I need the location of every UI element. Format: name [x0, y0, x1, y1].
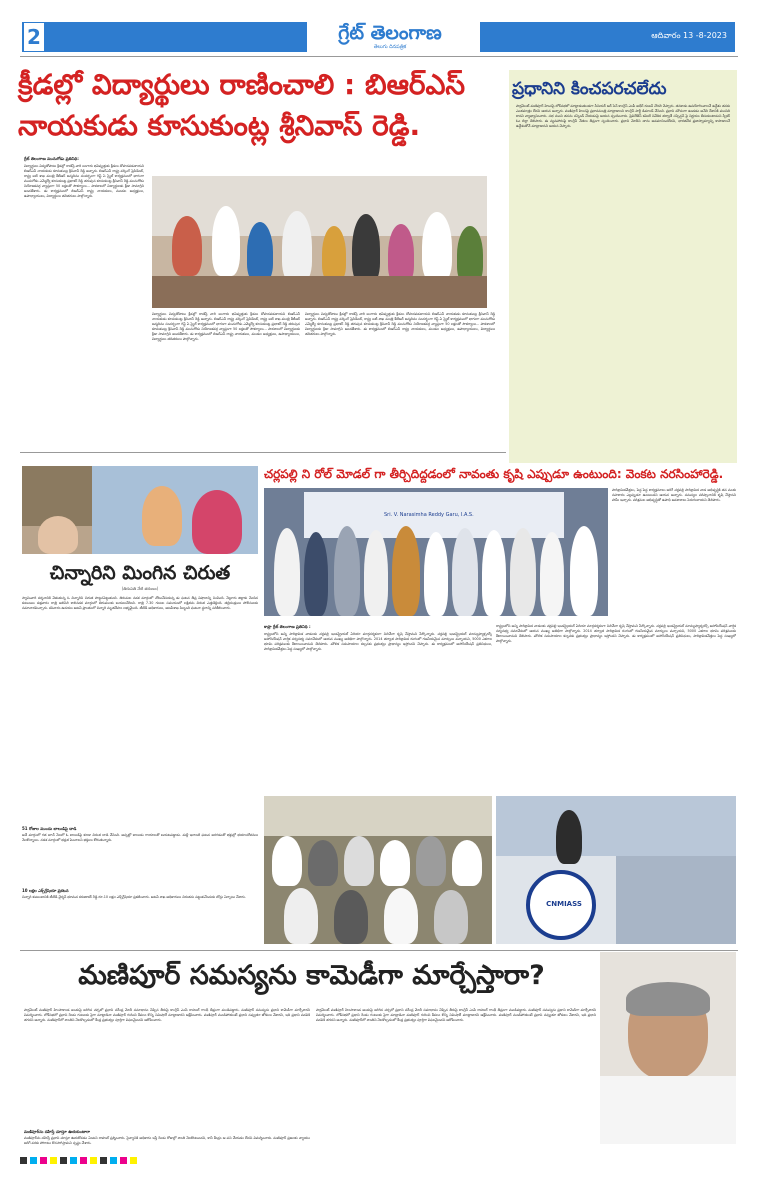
leopard-subhead-2: 10 లక్షల ఎక్స్‌గ్రేషియా ప్రకటన: [22, 888, 69, 893]
manipur-body: పార్లమెంట్ మణిపూర్ హింసాకాండ అంశంపై జరిగిన చర్చలో ప్రధాని నరేంద్ర మోదీ సమాధానం చెప్పిన తీరుపై కాంగ్రెస్ ఎంపీ రాహుల్ గాంధీ తీవ్రంగా మండిపడ్డారు. మణిపూర్ సమస్యను ప్రధాని కామెడీగా మార్చేశారని విమర్శించారు. లోక్‌సభలో ప్రధాని రెండు గంటలకు పైగా మాట్లాడినా మణిపూర్ గురించి కేవలం కొన్ని నిమిషాలే మాట్లాడారని ఆక్షేపించారు. మణిపూర్ మండిపోతుంటే ప్రధాని నవ్వుతూ జోకులు వేశారని, ఇది ప్రధాని పదవికి తగదని అన్నారు. మణిపూర్‌లో శాంతిని నెలకొల్పడంలో కేంద్ర ప్రభుత్వం పూర్తిగా విఫలమైందని ఆరోపించారు.: [24, 1008, 310, 1022]
venkat-banner-text: Sri. V. Narasimha Reddy Garu, I.A.S.: [384, 512, 474, 518]
rahul-gandhi-photo: [600, 952, 736, 1144]
registration-swatch: [100, 1157, 107, 1164]
sports-body-col2: విద్యార్థులు విద్యతోపాటు క్రీడల్లో రాణిస్తే వారి బంగారు భవిష్యత్తుకు క్రీడలు దోహదపడతాయని బిఆర్ఎస్ నాయకుడు కూసుకుంట్ల శ్రీనివాస్ రెడ్డి అన్నారు. బిఆర్ఎస్ రాష్ట్ర వర్కింగ్ ప్రెసిడెంట్, రాష్ట్ర ఐటీ శాఖ మంత్రి కేటీఆర్ జన్మదినం సందర్భంగా గిఫ్ట్ ఏ స్మైల్ కార్యక్రమంలో భాగంగా మునుగోడు ఎమ్మెల్యే కూసుకుంట్ల ప్రభాకర్ రెడ్డి తరుపున కూసుకుంట్ల శ్రీనివాస్ రెడ్డి మునుగోడు నియోజకవర్గ వ్యాప్తంగా 50 లక్షలతో సౌకర్యాలు... పాఠశాలలో విద్యార్థులకు క్రీడా సామాగ్రిని అందజేశారు. ఈ కార్యక్రమంలో బిఆర్ఎస్ రాష్ట్ర నాయకులు, మండల అధ్యక్షులు, ఉపాధ్యాయులు, విద్యార్థులు తదితరులు పాల్గొన్నారు.: [152, 312, 300, 341]
registration-swatch: [60, 1157, 67, 1164]
leopard-headline: చిన్నారిని మింగిన చిరుత: [49, 562, 231, 584]
venkat-headline: చర్లపల్లి ని రోల్ మోడల్ గా తీర్చిదిద్దడంలో నావంతు కృషి ఎప్పుడూ ఉంటుంది: వెంకట నరసింహారెడ్డి.: [264, 467, 724, 481]
leopard-sub2-body: చిన్నారి కుటుంబానికి టీటీడీ చైర్మన్ భూమన కరుణాకర్ రెడ్డి రూ.10 లక్షల ఎక్స్‌గ్రేషియా ప్రకటించారు. అటవీ శాఖ అధికారులు చిరుతను పట్టుకునేందుకు బోన్లు ఏర్పాటు చేశారు.: [22, 895, 246, 899]
issue-date: ఆదివారం 13 -8-2023: [651, 31, 727, 40]
leopard-sub1-body: అదే మార్గంలో గత జూన్ నెలలో ఓ బాలుడిపై కూడా చిరుత దాడి చేసింది. అప్పట్లో బాలుడు గాయాలతో బయటపడ్డాడు. మళ్లీ ఇలాంటి ఘటన జరగడంతో భక్తుల్లో భయాందోళనలు నెలకొన్నాయి. నడక మార్గంలో భద్రత పెంచాలని భక్తులు కోరుతున్నారు.: [22, 833, 258, 842]
registration-swatch: [130, 1157, 137, 1164]
masthead: [310, 22, 470, 52]
registration-swatch: [50, 1157, 57, 1164]
pm-body: పార్లమెంట్ మణిపూర్ హింసపై లోక్‌సభలో మాట్లాడుతుండగా సీనియర్ ఆర్ సెన్ కాంగ్రెస్ ఎంపీ అధీర్ రంజన్ చౌదరి చెప్పారు. తనకాడు ఉపయోగించాలనే ఉద్దేశం తనకు ఎంతమాత్రం లేదని ఆయన అన్నారు. మణిపూర్ హింసపై ప్రధానమంత్రి మాట్లాడాలని కాంగ్రెస్ పార్టీ డిమాండ్ చేసింది. ప్రధాని మౌనంగా ఉండడం అనేది దేశానికి మంచిది కాదని వ్యాఖ్యానించారు. సభ నుంచి తనను సస్పెండ్ చేయడంపై ఆయన స్పందించారు. ప్రివిలేజెస్ కమిటీ నివేదిక తర్వాతే సస్పెన్షన్ పై నిర్ణయం తీసుకుంటామని స్పీకర్ ఓం బిర్లా తెలిపారు. ఈ వ్యవహారంపై కాంగ్రెస్ నేతలు తీవ్రంగా స్పందించారు. ప్రధాని మోదీని తాను అవమానించలేదని, భారతదేశ ప్రజాస్వామ్యాన్ని కాపాడాలనే ఉద్దేశంతోనే మాట్లాడానని ఆయన చెప్పారు.: [516, 104, 730, 128]
header-right-band: [480, 22, 735, 52]
leopard-body: స్వామివారి దర్శనానికి వెళుతున్న ఓ చిన్నారిని చిరుత పొట్టనపెట్టుకుంది. తిరుమల నడక మార్గంలో చోటుచేసుకున్న ఈ ఘటన తీవ్ర విషాదాన్ని నింపింది. నెల్లూరు జిల్లాకు చెందిన కుటుంబం శుక్రవారం రాత్రి అలిపిరి కాలినడక మార్గంలో తిరుమలకు బయలుదేరింది. రాత్రి 7.30 గంటల సమయంలో లక్షితను చిరుత ఎత్తుకెళ్లింది. తల్లిదండ్రులు పోలీసులకు సమాచారమిచ్చారు. శనివారం ఉదయం అటవీ ప్రాంతంలో చిన్నారి మృతదేహం లభ్యమైంది. టీటీడీ అధికారులు, అటవీశాఖ సిబ్బంది ఘటనా స్థలాన్ని పరిశీలించారు.: [22, 596, 258, 610]
sports-body: విద్యార్థులు విద్యతోపాటు క్రీడల్లో రాణిస్తే వారి బంగారు భవిష్యత్తుకు క్రీడలు దోహదపడతాయని బిఆర్ఎస్ నాయకుడు కూసుకుంట్ల శ్రీనివాస్ రెడ్డి అన్నారు. బిఆర్ఎస్ రాష్ట్ర వర్కింగ్ ప్రెసిడెంట్, రాష్ట్ర ఐటీ శాఖ మంత్రి కేటీఆర్ జన్మదినం సందర్భంగా గిఫ్ట్ ఏ స్మైల్ కార్యక్రమంలో భాగంగా మునుగోడు ఎమ్మెల్యే కూసుకుంట్ల ప్రభాకర్ రెడ్డి తరుపున కూసుకుంట్ల శ్రీనివాస్ రెడ్డి మునుగోడు నియోజకవర్గ వ్యాప్తంగా 50 లక్షలతో సౌకర్యాలు... పాఠశాలలో విద్యార్థులకు క్రీడా సామాగ్రిని అందజేశారు. ఈ కార్యక్రమంలో బిఆర్ఎస్ రాష్ట్ర నాయకులు, మండల అధ్యక్షులు, ఉపాధ్యాయులు, విద్యార్థులు తదితరులు పాల్గొన్నారు.: [24, 164, 144, 198]
header-left-band: [22, 22, 307, 52]
masthead-title: గ్రేట్ తెలంగాణ: [338, 22, 442, 44]
venkat-body-col2: రాష్ట్రంలోని అన్ని పారిశ్రామిక వాడలకు చర్లపల్లి ఇండస్ట్రియల్ ఏరియా మార్గదర్శకంగా నిలిచేలా కృషి చేస్తామని పేర్కొన్నారు. చర్లపల్లి ఇండస్ట్రియల్ మాన్యుఫ్యాక్చరర్స్ అసోసియేషన్ వార్షిక సర్వసభ్య సమావేశంలో ఆయన ముఖ్య అతిథిగా పాల్గొన్నారు. 2014 తర్వాత పారిశ్రామిక రంగంలో గణనీయమైన మార్పులు వచ్చాయని, 5000 ఎకరాల భూమి పరిశ్రమలకు కేటాయించామని తెలిపారు. మౌలిక సదుపాయాల కల్పనకు ప్రభుత్వం ప్రాధాన్యం ఇస్తోందని చెప్పారు. ఈ కార్యక్రమంలో అసోసియేషన్ ప్రతినిధులు, పారిశ్రామికవేత్తలు పెద్ద సంఖ్యలో పాల్గొన్నారు.: [496, 624, 736, 643]
manipur-headline: మణిపూర్ సమస్యను కామెడీగా మార్చేస్తారా?: [78, 960, 545, 991]
masthead-tagline: తెలుగు దినపత్రిక: [373, 44, 407, 50]
manipur-body-col2: పార్లమెంట్ మణిపూర్ హింసాకాండ అంశంపై జరిగిన చర్చలో ప్రధాని నరేంద్ర మోదీ సమాధానం చెప్పిన తీరుపై కాంగ్రెస్ ఎంపీ రాహుల్ గాంధీ తీవ్రంగా మండిపడ్డారు. మణిపూర్ సమస్యను ప్రధాని కామెడీగా మార్చేశారని విమర్శించారు. లోక్‌సభలో ప్రధాని రెండు గంటలకు పైగా మాట్లాడినా మణిపూర్ గురించి కేవలం కొన్ని నిమిషాలే మాట్లాడారని ఆక్షేపించారు. మణిపూర్ మండిపోతుంటే ప్రధాని నవ్వుతూ జోకులు వేశారని, ఇది ప్రధాని పదవికి తగదని అన్నారు. మణిపూర్‌లో శాంతిని నెలకొల్పడంలో కేంద్ర ప్రభుత్వం పూర్తిగా విఫలమైందని ఆరోపించారు.: [316, 1008, 596, 1022]
venkat-side-body: పారిశ్రామికవేత్తలు, పెద్ద పెద్ద కార్యక్రమాలు జరిగే చర్లపల్లి పారిశ్రామిక వాడ అభివృద్ధికి తన వంతు సహకారం ఎల్లప్పుడూ ఉంటుందని ఆయన అన్నారు. సమస్యల పరిష్కారానికి కృషి చేస్తానని హామీ ఇచ్చారు. పరిశ్రమల అభివృద్ధితో ఉపాధి అవకాశాలు పెరుగుతాయని తెలిపారు.: [612, 488, 736, 502]
sports-body-col3: విద్యార్థులు విద్యతోపాటు క్రీడల్లో రాణిస్తే వారి బంగారు భవిష్యత్తుకు క్రీడలు దోహదపడతాయని బిఆర్ఎస్ నాయకుడు కూసుకుంట్ల శ్రీనివాస్ రెడ్డి అన్నారు. బిఆర్ఎస్ రాష్ట్ర వర్కింగ్ ప్రెసిడెంట్, రాష్ట్ర ఐటీ శాఖ మంత్రి కేటీఆర్ జన్మదినం సందర్భంగా గిఫ్ట్ ఏ స్మైల్ కార్యక్రమంలో భాగంగా మునుగోడు ఎమ్మెల్యే కూసుకుంట్ల ప్రభాకర్ రెడ్డి తరుపున కూసుకుంట్ల శ్రీనివాస్ రెడ్డి మునుగోడు నియోజకవర్గ వ్యాప్తంగా 50 లక్షలతో సౌకర్యాలు... పాఠశాలలో విద్యార్థులకు క్రీడా సామాగ్రిని అందజేశారు. ఈ కార్యక్రమంలో బిఆర్ఎస్ రాష్ట్ర నాయకులు, మండల అధ్యక్షులు, ఉపాధ్యాయులు, విద్యార్థులు తదితరులు పాల్గొన్నారు.: [305, 312, 495, 336]
registration-swatch: [120, 1157, 127, 1164]
registration-swatch: [20, 1157, 27, 1164]
manipur-sub-body: మణిపూర్‌ను దహిస్తే ప్రధాని చూస్తూ ఊరుకోవడం ఏంటని రాహుల్ ప్రశ్నించారు. సైన్యానికి అధికారం ఇస్తే రెండు రోజుల్లో శాంతి నెలకొంటుందని, కానీ కేంద్రం ఆ పని చేయడం లేదని విమర్శించారు. మణిపూర్ ప్రజలకు న్యాయం జరిగే వరకు పోరాటం కొనసాగిస్తామని స్పష్టం చేశారు.: [24, 1136, 310, 1145]
leopard-photo: [22, 466, 258, 554]
registration-swatch: [110, 1157, 117, 1164]
sports-byline: గ్రేట్ తెలంగాణ మునుగోడు ప్రతినిధి:: [24, 156, 79, 161]
section-divider: [20, 452, 506, 453]
association-badge: CNMIASS: [546, 900, 582, 908]
print-registration-bar: [20, 1155, 738, 1165]
sports-headline: క్రీడల్లో విద్యార్థులు రాణించాలి : బిఆర్ఎస్ నాయకుడు కూసుకుంట్ల శ్రీనివాస్ రెడ్డి.: [18, 68, 466, 142]
manipur-divider: [20, 950, 738, 951]
registration-swatch: [80, 1157, 87, 1164]
header-divider: [20, 56, 738, 57]
venkat-body: రాష్ట్రంలోని అన్ని పారిశ్రామిక వాడలకు చర్లపల్లి ఇండస్ట్రియల్ ఏరియా మార్గదర్శకంగా నిలిచేలా కృషి చేస్తామని పేర్కొన్నారు. చర్లపల్లి ఇండస్ట్రియల్ మాన్యుఫ్యాక్చరర్స్ అసోసియేషన్ వార్షిక సర్వసభ్య సమావేశంలో ఆయన ముఖ్య అతిథిగా పాల్గొన్నారు. 2014 తర్వాత పారిశ్రామిక రంగంలో గణనీయమైన మార్పులు వచ్చాయని, 5000 ఎకరాల భూమి పరిశ్రమలకు కేటాయించామని తెలిపారు. మౌలిక సదుపాయాల కల్పనకు ప్రభుత్వం ప్రాధాన్యం ఇస్తోందని చెప్పారు. ఈ కార్యక్రమంలో అసోసియేషన్ ప్రతినిధులు, పారిశ్రామికవేత్తలు పెద్ద సంఖ్యలో పాల్గొన్నారు.: [264, 632, 492, 651]
registration-swatch: [90, 1157, 97, 1164]
registration-swatch: [30, 1157, 37, 1164]
manipur-subheadline: మణిపూర్‌ను దహిస్తే చూస్తూ ఊరుకుంటారా: [24, 1129, 91, 1134]
venkat-stage-photo: [264, 488, 608, 616]
page-number: 2: [24, 23, 44, 51]
pm-headline: ప్రధానిని కించపరచలేదు: [512, 79, 667, 99]
registration-swatch: [40, 1157, 47, 1164]
leopard-subheadline: (తిరుపతి నేటి తరుణం): [121, 586, 159, 591]
registration-swatch: [70, 1157, 77, 1164]
venkat-podium-photo: [496, 796, 736, 944]
sports-photo: [152, 176, 487, 308]
venkat-byline: కాప్రా గ్రేట్ తెలంగాణ ప్రతినిధి :: [264, 624, 311, 629]
venkat-audience-photo: [264, 796, 492, 944]
leopard-subhead-1: 51 రోజుల ముందు బాలుడిపై దాడి: [22, 826, 77, 831]
venkat-headline-band: [264, 463, 740, 483]
